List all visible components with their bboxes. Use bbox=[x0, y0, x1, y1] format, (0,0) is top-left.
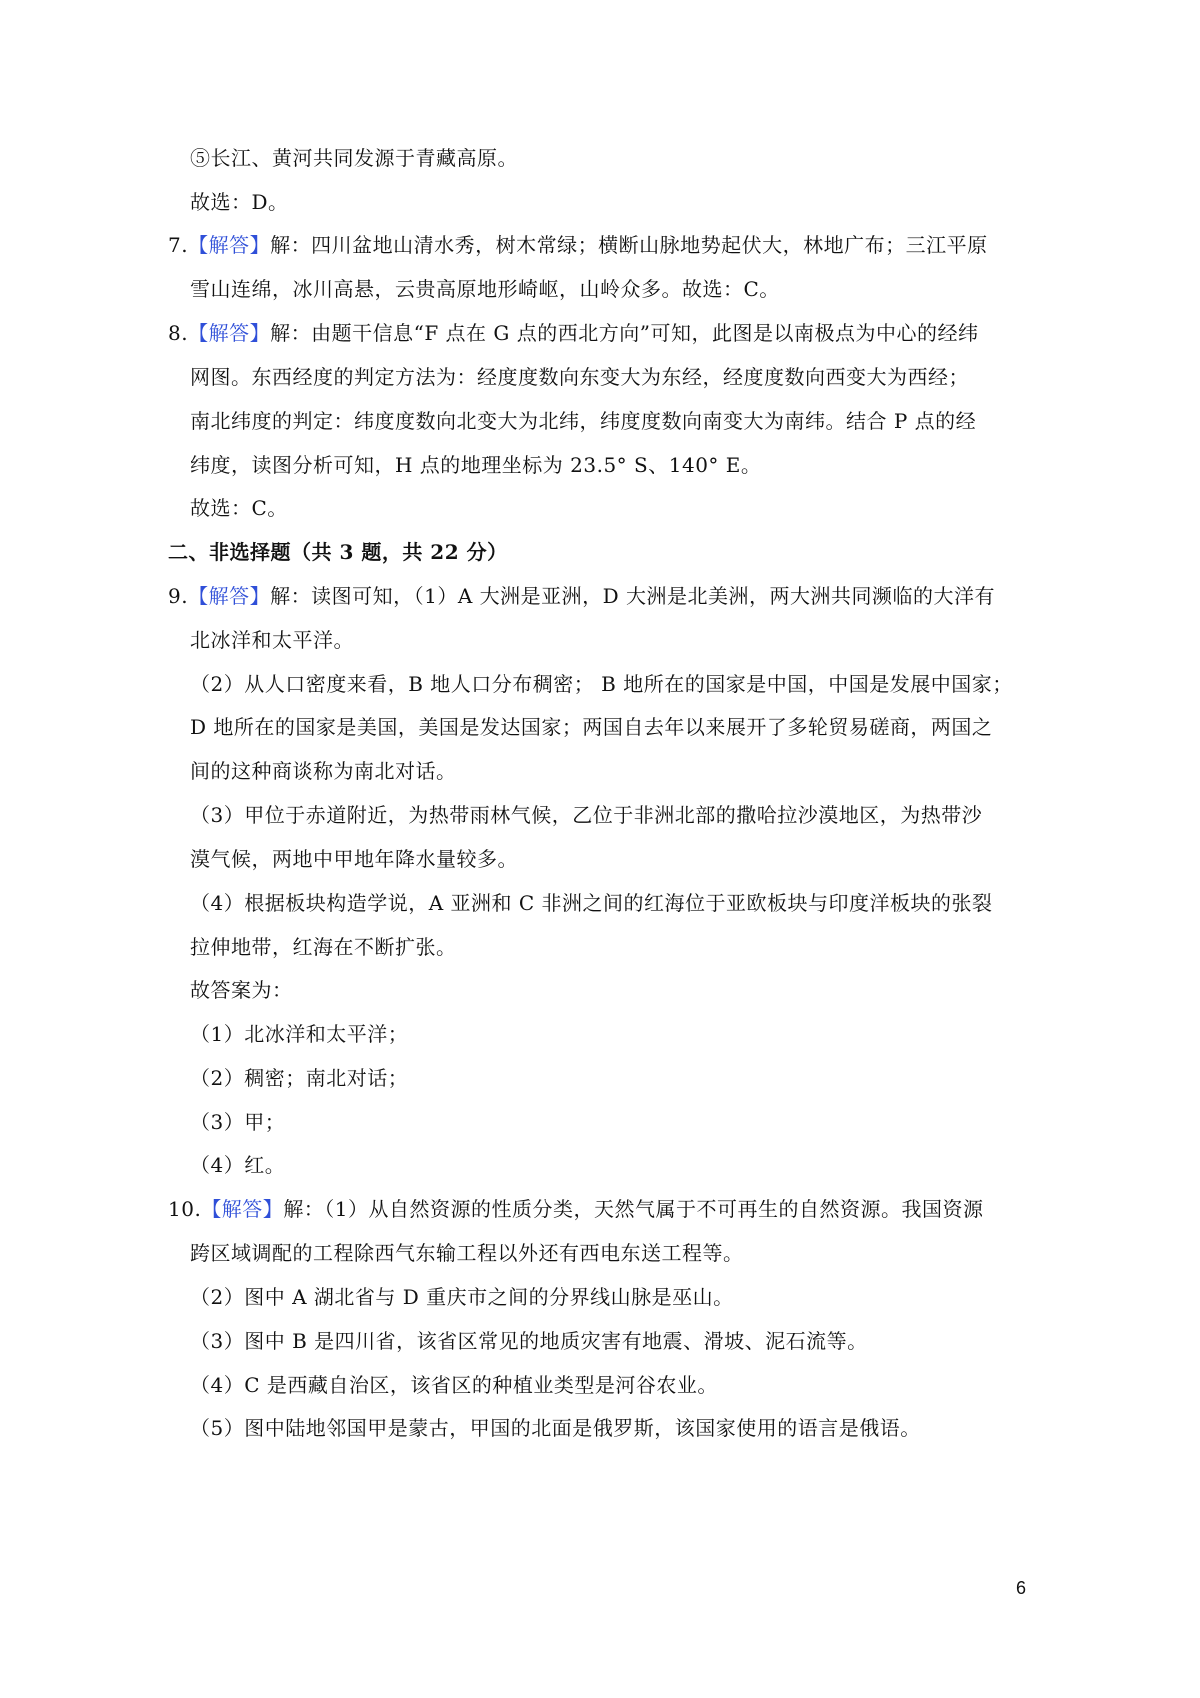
answer-tag: 【解答】 bbox=[188, 321, 271, 345]
answer-text: 解：四川盆地山清水秀，树木常绿；横断山脉地势起伏大，林地广布；三江平原 bbox=[270, 233, 988, 257]
text-line: 跨区域调配的工程除西气东输工程以外还有西电东送工程等。 bbox=[190, 1241, 744, 1265]
question-9-line bbox=[168, 583, 995, 609]
question-number: 8. bbox=[168, 321, 189, 345]
question-number: 9. bbox=[168, 584, 189, 608]
text-line: 间的这种商谈称为南北对话。 bbox=[190, 759, 457, 783]
text-line: 北冰洋和太平洋。 bbox=[190, 628, 354, 652]
text-line: （4）根据板块构造学说，A 亚洲和 C 非洲之间的红海位于亚欧板块与印度洋板块的张裂 bbox=[190, 891, 993, 915]
section-heading: 二、非选择题（共 3 题，共 22 分） bbox=[168, 540, 508, 564]
text-line: （4）C 是西藏自治区，该省区的种植业类型是河谷农业。 bbox=[190, 1373, 718, 1397]
text-line: （5）图中陆地邻国甲是蒙古，甲国的北面是俄罗斯，该国家使用的语言是俄语。 bbox=[190, 1416, 921, 1440]
text-line: （2）图中 A 湖北省与 D 重庆市之间的分界线山脉是巫山。 bbox=[190, 1285, 734, 1309]
text-line: 雪山连绵，冰川高悬，云贵高原地形崎岖，山岭众多。故选：C。 bbox=[190, 277, 780, 301]
text-line: （3）甲位于赤道附近，为热带雨林气候，乙位于非洲北部的撒哈拉沙漠地区，为热带沙 bbox=[190, 803, 983, 827]
text-line: 故选：C。 bbox=[190, 496, 288, 520]
answer-tag: 【解答】 bbox=[188, 233, 271, 257]
text-line: ⑤长江、黄河共同发源于青藏高原。 bbox=[190, 146, 518, 170]
text-line: 漠气候，两地中甲地年降水量较多。 bbox=[190, 847, 518, 871]
text-line: 故选：D。 bbox=[190, 190, 289, 214]
question-8-line bbox=[168, 320, 978, 346]
text-line: 拉伸地带，红海在不断扩张。 bbox=[190, 935, 457, 959]
text-line: （3）图中 B 是四川省，该省区常见的地质灾害有地震、滑坡、泥石流等。 bbox=[190, 1329, 868, 1353]
answer-text: 解：由题干信息“F 点在 G 点的西北方向”可知，此图是以南极点为中心的经纬 bbox=[270, 321, 979, 345]
question-7-line bbox=[168, 232, 988, 258]
answer-tag: 【解答】 bbox=[201, 1197, 284, 1221]
text-line: D 地所在的国家是美国，美国是发达国家；两国自去年以来展开了多轮贸易磋商，两国之 bbox=[190, 715, 993, 739]
question-number: 10. bbox=[168, 1197, 202, 1221]
answer-tag: 【解答】 bbox=[188, 584, 271, 608]
page-number: 6 bbox=[1015, 1578, 1026, 1598]
text-line: 故答案为： bbox=[190, 978, 293, 1002]
answer-item: （1）北冰洋和太平洋； bbox=[190, 1022, 409, 1046]
question-10-line bbox=[168, 1196, 984, 1222]
answer-item: （4）红。 bbox=[190, 1153, 286, 1177]
text-line: （2）从人口密度来看，B 地人口分布稠密； B 地所在的国家是中国，中国是发展中国家； bbox=[190, 672, 1013, 696]
answer-item: （2）稠密；南北对话； bbox=[190, 1066, 409, 1090]
text-line: 南北纬度的判定：纬度度数向北变大为北纬，纬度度数向南变大为南纬。结合 P 点的经 bbox=[190, 409, 977, 433]
text-line: 纬度，读图分析可知，H 点的地理坐标为 23.5° S、140° E。 bbox=[190, 453, 762, 477]
answer-text: 解：（1）从自然资源的性质分类，天然气属于不可再生的自然资源。我国资源 bbox=[283, 1197, 984, 1221]
answer-text: 解：读图可知，（1）A 大洲是亚洲，D 大洲是北美洲，两大洲共同濒临的大洋有 bbox=[270, 584, 996, 608]
text-line: 网图。东西经度的判定方法为：经度度数向东变大为东经，经度度数向西变大为西经； bbox=[190, 365, 969, 389]
answer-item: （3）甲； bbox=[190, 1110, 286, 1134]
question-number: 7. bbox=[168, 233, 189, 257]
